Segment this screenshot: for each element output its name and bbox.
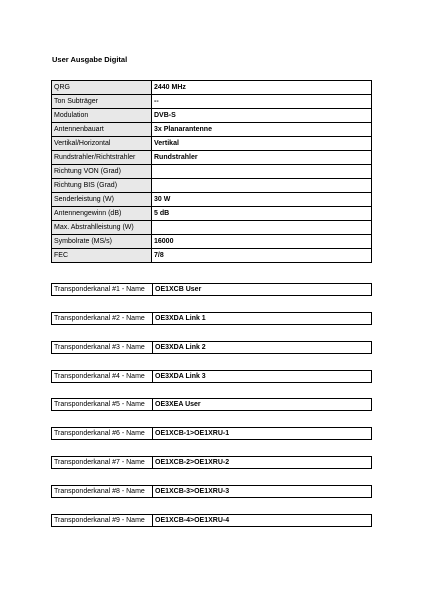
- transponder-row: [51, 514, 372, 527]
- table-row: [52, 193, 372, 207]
- property-label: Antennengewinn (dB): [52, 207, 152, 221]
- transponder-label: Transponderkanal #4 - Name: [52, 371, 153, 382]
- table-row: [52, 151, 372, 165]
- table-row: [52, 81, 372, 95]
- property-label: Richtung BIS (Grad): [52, 179, 152, 193]
- table-row: [52, 235, 372, 249]
- table-row: [52, 95, 372, 109]
- transponder-name: OE1XCB User: [155, 286, 202, 293]
- property-value: Rundstrahler: [152, 151, 372, 165]
- table-row: [52, 179, 372, 193]
- transponder-label: Transponderkanal #3 - Name: [52, 342, 153, 353]
- transponder-row: [51, 485, 372, 498]
- transponder-name: OE3XEA User: [155, 401, 201, 408]
- transponder-row: [51, 427, 372, 440]
- transponder-label: Transponderkanal #6 - Name: [52, 428, 153, 439]
- property-label: Symbolrate (MS/s): [52, 235, 152, 249]
- table-row: [52, 221, 372, 235]
- transponder-name: OE3XDA Link 1: [155, 315, 206, 322]
- transponder-name: OE3XDA Link 2: [155, 344, 206, 351]
- transponder-name: OE1XCB-2>OE1XRU-2: [155, 459, 230, 466]
- transponder-row: [51, 456, 372, 469]
- transponder-label: Transponderkanal #7 - Name: [52, 457, 153, 468]
- transponder-label: Transponderkanal #9 - Name: [52, 515, 153, 526]
- property-value: [152, 221, 372, 235]
- transponder-name: OE1XCB-1>OE1XRU-1: [155, 430, 230, 437]
- property-label: Modulation: [52, 109, 152, 123]
- property-value: 2440 MHz: [152, 81, 372, 95]
- property-value: 3x Planarantenne: [152, 123, 372, 137]
- property-label: Antennenbauart: [52, 123, 152, 137]
- transponder-name: OE1XCB-4>OE1XRU-4: [155, 517, 230, 524]
- property-value: [152, 165, 372, 179]
- transponder-row: [51, 283, 372, 296]
- transponder-row: [51, 370, 372, 383]
- property-value: --: [152, 95, 372, 109]
- property-value: DVB-S: [152, 109, 372, 123]
- property-value: 16000: [152, 235, 372, 249]
- transponder-row: [51, 341, 372, 354]
- property-label: Vertikal/Horizontal: [52, 137, 152, 151]
- transponder-row: [51, 398, 372, 411]
- property-label: Ton Subträger: [52, 95, 152, 109]
- transponder-label: Transponderkanal #5 - Name: [52, 399, 153, 410]
- transponder-label: Transponderkanal #1 - Name: [52, 284, 153, 295]
- table-row: [52, 249, 372, 263]
- table-row: [52, 109, 372, 123]
- property-label: Max. Abstrahlleistung (W): [52, 221, 152, 235]
- transponder-name: OE1XCB-3>OE1XRU-3: [155, 488, 230, 495]
- property-label: Richtung VON (Grad): [52, 165, 152, 179]
- table-row: [52, 123, 372, 137]
- property-label: Rundstrahler/Richtstrahler: [52, 151, 152, 165]
- property-value: 5 dB: [152, 207, 372, 221]
- property-label: Senderleistung (W): [52, 193, 152, 207]
- property-value: 7/8: [152, 249, 372, 263]
- page-title: User Ausgabe Digital: [52, 55, 128, 64]
- property-label: QRG: [52, 81, 152, 95]
- transponder-label: Transponderkanal #2 - Name: [52, 313, 153, 324]
- property-value: 30 W: [152, 193, 372, 207]
- table-row: [52, 165, 372, 179]
- property-value: Vertikal: [152, 137, 372, 151]
- transponder-label: Transponderkanal #8 - Name: [52, 486, 153, 497]
- property-label: FEC: [52, 249, 152, 263]
- transponder-row: [51, 312, 372, 325]
- table-row: [52, 137, 372, 151]
- property-value: [152, 179, 372, 193]
- transponder-name: OE3XDA Link 3: [155, 373, 206, 380]
- table-row: [52, 207, 372, 221]
- properties-table: [51, 80, 372, 263]
